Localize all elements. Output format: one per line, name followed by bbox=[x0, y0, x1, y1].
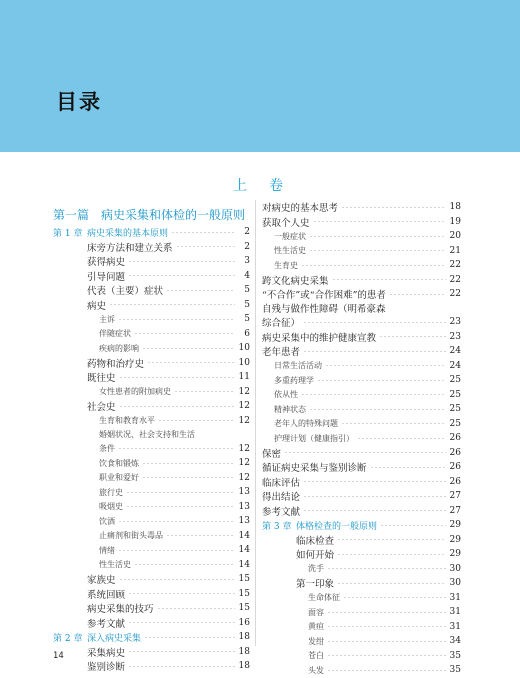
toc-entry[interactable] bbox=[53, 529, 250, 544]
entry-label: 苍白 bbox=[308, 651, 324, 661]
entry-label: 主诉 bbox=[99, 314, 115, 324]
entry-page-number: 15 bbox=[238, 588, 250, 599]
entry-page-number: 19 bbox=[449, 216, 461, 227]
entry-label: “不合作”或“合作困难”的患者 bbox=[262, 290, 386, 302]
toc-entry[interactable] bbox=[262, 215, 461, 230]
toc-entry[interactable] bbox=[262, 258, 461, 273]
entry-page-number: 12 bbox=[238, 415, 250, 426]
entry-label: 第一印象 bbox=[296, 579, 335, 591]
toc-entry[interactable] bbox=[262, 533, 461, 548]
toc-entry[interactable] bbox=[262, 576, 461, 591]
chapter-heading bbox=[262, 519, 377, 532]
toc-list-left bbox=[53, 225, 250, 674]
dot-leader bbox=[109, 304, 235, 305]
entry-page-number: 20 bbox=[449, 231, 461, 242]
entry-label: 职业和爱好 bbox=[99, 473, 139, 483]
dot-leader bbox=[327, 626, 446, 627]
dot-leader bbox=[343, 597, 446, 598]
toc-entry[interactable] bbox=[262, 244, 461, 259]
toc-entry[interactable] bbox=[262, 302, 461, 316]
toc-entry[interactable] bbox=[262, 287, 461, 302]
entry-page-number: 12 bbox=[238, 386, 250, 397]
toc-entry[interactable] bbox=[53, 442, 250, 457]
header-band bbox=[0, 0, 520, 152]
entry-page-number: 10 bbox=[238, 357, 250, 368]
dot-leader bbox=[118, 448, 235, 449]
dot-leader bbox=[301, 394, 446, 395]
entry-page-number: 35 bbox=[449, 650, 461, 661]
toc-entry[interactable] bbox=[262, 417, 461, 432]
dot-leader bbox=[380, 525, 446, 526]
toc-entry[interactable] bbox=[262, 649, 461, 664]
dot-leader bbox=[341, 423, 446, 424]
entry-page-number: 2 bbox=[244, 241, 250, 252]
entry-page-number: 13 bbox=[238, 501, 250, 512]
dot-leader bbox=[313, 221, 446, 222]
volume-title: 上 卷 bbox=[233, 178, 287, 194]
entry-label: 跨文化病史采集 bbox=[262, 275, 329, 287]
column-divider bbox=[255, 200, 256, 646]
entry-label: 引导问题 bbox=[87, 271, 126, 283]
toc-entry[interactable] bbox=[53, 485, 250, 500]
entry-page-number: 30 bbox=[449, 563, 461, 574]
toc-entry[interactable] bbox=[53, 572, 250, 587]
toc-entry[interactable] bbox=[53, 428, 250, 442]
entry-label: 病史 bbox=[87, 300, 107, 312]
entry-page-number: 18 bbox=[238, 646, 250, 657]
toc-left-column bbox=[53, 200, 250, 674]
entry-label: 采集病史 bbox=[87, 647, 126, 659]
toc-right-column bbox=[262, 200, 461, 678]
entry-page-number: 22 bbox=[449, 274, 461, 285]
entry-label: 条件 bbox=[99, 444, 115, 454]
dot-leader bbox=[128, 666, 235, 667]
entry-label: 家族史 bbox=[87, 575, 116, 587]
toc-entry[interactable] bbox=[262, 504, 461, 519]
entry-label: 药物和治疗史 bbox=[87, 358, 145, 370]
dot-leader bbox=[337, 554, 446, 555]
entry-page-number: 6 bbox=[244, 328, 250, 339]
entry-label: 临床评估 bbox=[262, 477, 301, 489]
toc-entry[interactable] bbox=[262, 200, 461, 215]
entry-label: 床旁方法和建立关系 bbox=[87, 242, 173, 254]
dot-leader bbox=[147, 362, 235, 363]
entry-page-number: 29 bbox=[449, 534, 461, 545]
toc-entry[interactable] bbox=[53, 356, 250, 371]
entry-page-number: 22 bbox=[449, 260, 461, 271]
page-title: 目录 bbox=[56, 90, 102, 114]
entry-label: 病史采集的技巧 bbox=[87, 604, 154, 616]
entry-page-number: 3 bbox=[244, 256, 250, 267]
dot-leader bbox=[142, 463, 235, 464]
dot-leader bbox=[134, 564, 235, 565]
entry-page-number: 34 bbox=[449, 636, 461, 647]
toc-entry[interactable] bbox=[53, 543, 250, 558]
toc-entry[interactable] bbox=[262, 547, 461, 562]
toc-entry[interactable] bbox=[262, 359, 461, 374]
dot-leader bbox=[118, 319, 235, 320]
toc-entry[interactable] bbox=[53, 269, 250, 284]
entry-label: 循证病史采集与鉴别诊断 bbox=[262, 463, 367, 475]
entry-page-number: 13 bbox=[238, 516, 250, 527]
toc-entry[interactable] bbox=[262, 489, 461, 504]
entry-page-number: 35 bbox=[449, 665, 461, 676]
dot-leader bbox=[119, 377, 235, 378]
entry-label: 情绪 bbox=[99, 545, 115, 555]
entry-label: 依从性 bbox=[274, 390, 298, 400]
entry-label: 发绀 bbox=[308, 636, 324, 646]
toc-entry[interactable] bbox=[53, 254, 250, 269]
entry-label: 疾病的影响 bbox=[99, 343, 139, 353]
toc-entry[interactable] bbox=[262, 620, 461, 635]
entry-label: 综合征） bbox=[262, 318, 301, 330]
dot-leader bbox=[128, 622, 235, 623]
toc-entry[interactable] bbox=[53, 283, 250, 298]
entry-page-number: 15 bbox=[238, 574, 250, 585]
entry-label: 吸烟史 bbox=[99, 502, 123, 512]
entry-label: 洗手 bbox=[308, 564, 324, 574]
dot-leader bbox=[171, 232, 235, 233]
dot-leader bbox=[128, 651, 235, 652]
entry-label: 面容 bbox=[308, 607, 324, 617]
entry-page-number: 2 bbox=[244, 227, 250, 238]
entry-label: 参考文献 bbox=[87, 618, 126, 630]
dot-leader bbox=[327, 641, 446, 642]
entry-page-number: 12 bbox=[238, 458, 250, 469]
entry-label: 性生活史 bbox=[99, 560, 131, 570]
toc-entry[interactable] bbox=[262, 431, 461, 446]
toc-entry[interactable] bbox=[262, 663, 461, 678]
entry-label: 女性患者的附加病史 bbox=[99, 387, 171, 397]
entry-page-number: 25 bbox=[449, 418, 461, 429]
dot-leader bbox=[174, 391, 235, 392]
entry-page-number: 24 bbox=[449, 360, 461, 371]
entry-page-number: 26 bbox=[449, 476, 461, 487]
dot-leader bbox=[166, 290, 235, 291]
entry-page-number: 5 bbox=[244, 299, 250, 310]
dot-leader bbox=[157, 608, 235, 609]
entry-label: 如何开始 bbox=[296, 550, 335, 562]
dot-leader bbox=[325, 365, 446, 366]
dot-leader bbox=[128, 261, 235, 262]
dot-leader bbox=[134, 333, 235, 334]
toc-entry[interactable] bbox=[53, 645, 250, 660]
entry-page-number: 18 bbox=[238, 632, 250, 643]
entry-label: 头发 bbox=[308, 665, 324, 675]
toc-entry[interactable] bbox=[53, 312, 250, 327]
toc-chapter-entry[interactable] bbox=[53, 225, 250, 240]
entry-page-number: 5 bbox=[244, 314, 250, 325]
entry-page-number: 29 bbox=[449, 520, 461, 531]
entry-label: 生育和教育水平 bbox=[99, 416, 155, 426]
toc-entry[interactable] bbox=[262, 315, 461, 330]
part-title: 第一篇 病史采集和体检的一般原则 bbox=[53, 208, 246, 222]
entry-page-number: 23 bbox=[449, 317, 461, 328]
toc-entry[interactable] bbox=[262, 273, 461, 288]
dot-leader bbox=[327, 568, 446, 569]
page-number: 14 bbox=[53, 651, 64, 661]
dot-leader bbox=[389, 294, 446, 295]
entry-page-number: 15 bbox=[238, 603, 250, 614]
toc-entry[interactable] bbox=[53, 385, 250, 400]
dot-leader bbox=[128, 593, 235, 594]
chapter-heading bbox=[53, 226, 168, 239]
entry-page-number: 21 bbox=[449, 245, 461, 256]
toc-entry[interactable] bbox=[53, 341, 250, 356]
dot-leader bbox=[142, 477, 235, 478]
chapter-number: 第 3 章 bbox=[262, 521, 292, 532]
entry-label: 系统回顾 bbox=[87, 589, 126, 601]
entry-page-number: 12 bbox=[238, 401, 250, 412]
dot-leader bbox=[303, 510, 446, 511]
dot-leader bbox=[303, 481, 446, 482]
entry-page-number: 14 bbox=[238, 559, 250, 570]
entry-page-number: 27 bbox=[449, 491, 461, 502]
chapter-title: 体格检查的一般原则 bbox=[296, 521, 378, 532]
entry-page-number: 18 bbox=[238, 661, 250, 672]
toc-entry[interactable] bbox=[262, 591, 461, 606]
entry-page-number: 5 bbox=[244, 285, 250, 296]
dot-leader bbox=[337, 583, 446, 584]
toc-entry[interactable] bbox=[262, 373, 461, 388]
dot-leader bbox=[176, 246, 235, 247]
dot-leader bbox=[128, 275, 235, 276]
dot-leader bbox=[166, 535, 235, 536]
toc-entry[interactable] bbox=[53, 298, 250, 313]
entry-page-number: 31 bbox=[449, 592, 461, 603]
toc-entry[interactable] bbox=[262, 475, 461, 490]
entry-page-number: 14 bbox=[238, 545, 250, 556]
entry-page-number: 24 bbox=[449, 346, 461, 357]
toc-entry[interactable] bbox=[53, 370, 250, 385]
entry-label: 病史采集中的维护健康宣教 bbox=[262, 332, 377, 344]
toc-entry[interactable] bbox=[53, 327, 250, 342]
dot-leader bbox=[317, 380, 446, 381]
dot-leader bbox=[309, 250, 446, 251]
toc-entry[interactable] bbox=[53, 587, 250, 602]
entry-page-number: 22 bbox=[449, 289, 461, 300]
entry-page-number: 26 bbox=[449, 447, 461, 458]
entry-label: 生育史 bbox=[274, 260, 298, 270]
entry-label: 参考文献 bbox=[262, 506, 301, 518]
toc-entry[interactable] bbox=[53, 616, 250, 631]
toc-entry[interactable] bbox=[262, 330, 461, 345]
toc-entry[interactable] bbox=[53, 399, 250, 414]
toc-entry[interactable] bbox=[53, 456, 250, 471]
entry-label: 精神状态 bbox=[274, 404, 306, 414]
dot-leader bbox=[303, 322, 446, 323]
toc-entry[interactable] bbox=[262, 562, 461, 577]
dot-leader bbox=[118, 521, 235, 522]
dot-leader bbox=[379, 336, 446, 337]
dot-leader bbox=[119, 579, 235, 580]
toc-chapter-entry[interactable] bbox=[262, 518, 461, 533]
entry-page-number: 26 bbox=[449, 433, 461, 444]
toc-entry[interactable] bbox=[53, 240, 250, 255]
entry-label: 获取个人史 bbox=[262, 217, 310, 229]
entry-label: 日常生活活动 bbox=[274, 361, 322, 371]
toc-entry[interactable] bbox=[262, 460, 461, 475]
entry-label: 一般症状 bbox=[274, 231, 306, 241]
chapter-number: 第 2 章 bbox=[53, 633, 83, 644]
toc-entry[interactable] bbox=[53, 500, 250, 515]
toc-entry[interactable] bbox=[262, 229, 461, 244]
toc-entry[interactable] bbox=[262, 446, 461, 461]
toc-entry[interactable] bbox=[53, 514, 250, 529]
toc-entry[interactable] bbox=[262, 388, 461, 403]
chapter-number: 第 1 章 bbox=[53, 228, 83, 239]
chapter-title: 深入病史采集 bbox=[87, 633, 142, 644]
entry-label: 多重药理学 bbox=[274, 375, 314, 385]
dot-leader bbox=[303, 496, 446, 497]
toc-entry[interactable] bbox=[262, 605, 461, 620]
entry-page-number: 25 bbox=[449, 389, 461, 400]
entry-label: 保密 bbox=[262, 448, 282, 460]
entry-label: 老年人的特殊问题 bbox=[274, 419, 338, 429]
entry-page-number: 26 bbox=[449, 462, 461, 473]
entry-label: 鉴别诊断 bbox=[87, 662, 126, 674]
entry-label: 临床检查 bbox=[296, 535, 335, 547]
entry-label: 得出结论 bbox=[262, 492, 301, 504]
dot-leader bbox=[337, 539, 446, 540]
entry-page-number: 31 bbox=[449, 621, 461, 632]
entry-label: 既往史 bbox=[87, 373, 116, 385]
dot-leader bbox=[341, 207, 446, 208]
entry-label: 婚姻状况、社会支持和生活 bbox=[99, 430, 195, 440]
entry-label: 生命体征 bbox=[308, 593, 340, 603]
entry-page-number: 4 bbox=[244, 270, 250, 281]
entry-page-number: 27 bbox=[449, 505, 461, 516]
chapter-heading bbox=[53, 631, 141, 644]
toc-entry[interactable] bbox=[53, 471, 250, 486]
dot-leader bbox=[357, 438, 446, 439]
dot-leader bbox=[332, 279, 446, 280]
toc-list-right bbox=[262, 200, 461, 678]
toc-entry[interactable] bbox=[53, 659, 250, 674]
entry-label: 黄疸 bbox=[308, 622, 324, 632]
toc-entry[interactable] bbox=[53, 601, 250, 616]
dot-leader bbox=[158, 420, 235, 421]
entry-label: 性生活史 bbox=[274, 246, 306, 256]
entry-label: 饮食和锻炼 bbox=[99, 458, 139, 468]
entry-page-number: 25 bbox=[449, 404, 461, 415]
dot-leader bbox=[119, 406, 235, 407]
entry-page-number: 14 bbox=[238, 530, 250, 541]
dot-leader bbox=[370, 467, 446, 468]
entry-page-number: 16 bbox=[238, 617, 250, 628]
entry-page-number: 30 bbox=[449, 578, 461, 589]
entry-label: 旅行史 bbox=[99, 487, 123, 497]
entry-page-number: 11 bbox=[238, 372, 250, 383]
dot-leader bbox=[284, 452, 446, 453]
entry-page-number: 23 bbox=[449, 331, 461, 342]
entry-page-number: 12 bbox=[238, 443, 250, 454]
dot-leader bbox=[303, 351, 446, 352]
entry-label: 代表（主要）症状 bbox=[87, 286, 164, 298]
toc-chapter-entry[interactable] bbox=[53, 630, 250, 645]
entry-page-number: 12 bbox=[238, 472, 250, 483]
toc-entry[interactable] bbox=[262, 634, 461, 649]
entry-page-number: 31 bbox=[449, 607, 461, 618]
dot-leader bbox=[327, 612, 446, 613]
dot-leader bbox=[126, 506, 235, 507]
dot-leader bbox=[144, 637, 235, 638]
entry-label: 获得病史 bbox=[87, 257, 126, 269]
entry-label: 饮酒 bbox=[99, 516, 115, 526]
entry-label: 老年患者 bbox=[262, 347, 301, 359]
chapter-title: 病史采集的基本原则 bbox=[87, 228, 169, 239]
dot-leader bbox=[309, 236, 446, 237]
entry-label: 对病史的基本思考 bbox=[262, 203, 339, 215]
dot-leader bbox=[309, 409, 446, 410]
entry-label: 社会史 bbox=[87, 402, 116, 414]
dot-leader bbox=[142, 348, 235, 349]
toc-entry[interactable] bbox=[53, 414, 250, 429]
toc-entry[interactable] bbox=[262, 344, 461, 359]
dot-leader bbox=[126, 492, 235, 493]
dot-leader bbox=[327, 655, 446, 656]
toc-entry[interactable] bbox=[262, 402, 461, 417]
entry-page-number: 25 bbox=[449, 375, 461, 386]
entry-label: 自残与做作性障碍（明希豪森 bbox=[262, 304, 386, 316]
entry-label: 止痛剂和街头毒品 bbox=[99, 531, 163, 541]
entry-page-number: 13 bbox=[238, 487, 250, 498]
dot-leader bbox=[301, 265, 446, 266]
entry-page-number: 18 bbox=[449, 202, 461, 213]
entry-label: 护理计划（健康指引） bbox=[274, 433, 354, 443]
entry-page-number: 29 bbox=[449, 549, 461, 560]
dot-leader bbox=[118, 550, 235, 551]
toc-entry[interactable] bbox=[53, 558, 250, 573]
entry-label: 伴随症状 bbox=[99, 329, 131, 339]
entry-page-number: 10 bbox=[238, 343, 250, 354]
